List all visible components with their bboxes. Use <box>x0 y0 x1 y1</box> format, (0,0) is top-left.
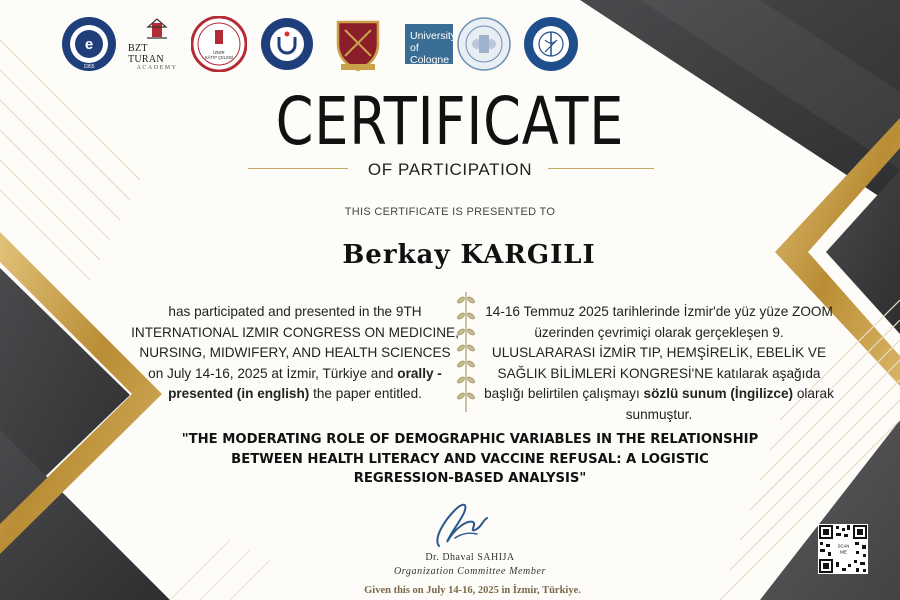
turkish-text: 14-16 Temmuz 2025 tarihlerinde İzmir'de yüz yüze ZOOM üzerinden çevrimiçi olarak gerçekleşen 9. ULUSLARARASI İZMİR TIP, HEMŞİRELİK, EBELİK VE SAĞLIK BİLİMLERİ KONGRESİ'NE katılarak aşağıda başlığı belirtilen çalışmayı <box>484 304 833 401</box>
presented-to-label: THIS CERTIFICATE IS PRESENTED TO <box>344 206 556 218</box>
svg-text:İZMİR: İZMİR <box>213 50 225 55</box>
english-text: has participated and presented in the 9TH INTERNATIONAL IZMIR CONGRESS ON MEDICINE, NURSING, MIDWIFERY, AND HEALTH SCIENCES on July 14-16, 2025 at İzmir, Türkiye and <box>131 304 459 381</box>
qr-scan-label: SCAN <box>837 543 850 549</box>
paper-title: "THE MODERATING ROLE OF DEMOGRAPHIC VARIABLES IN THE RELATIONSHIP BETWEEN HEALTH LITERACY AND VACCINE REFUSAL: A LOGISTIC REGRESSION-BASED ANALYSIS" <box>181 432 759 486</box>
seal-2-logo <box>522 16 580 72</box>
signer-role: Organization Committee Member <box>393 566 546 577</box>
university-of-cologne-logo: University of Cologne <box>402 16 456 72</box>
svg-text:1955: 1955 <box>83 64 95 70</box>
certificate-title: CERTIFICATE <box>275 83 625 160</box>
certificate-subtitle: OF PARTICIPATION <box>367 160 533 179</box>
signer-name: Dr. Dhaval SAHIJA <box>425 552 515 563</box>
qr-code[interactable] <box>818 524 868 574</box>
ege-universitesi-logo <box>60 16 118 72</box>
svg-text:ME: ME <box>840 549 847 555</box>
english-tail: the paper entitled. <box>309 386 422 401</box>
seal-1-logo <box>456 16 512 72</box>
aydin-adnan-menderes-logo <box>258 16 316 72</box>
svg-text:KÂTİP ÇELEBİ: KÂTİP ÇELEBİ <box>204 55 234 60</box>
signature-image <box>425 498 505 552</box>
turkish-tail: olarak sunmuştur. <box>625 386 834 422</box>
crest-logo <box>330 16 386 72</box>
izmir-katip-celebi-logo <box>190 16 248 72</box>
turkish-statement <box>484 302 834 425</box>
turkish-bold: sözlü sunum (İngilizce) <box>643 386 794 401</box>
bzt-turan-logo: BZT TURAN ACADEMY <box>128 16 186 72</box>
english-statement <box>130 302 460 405</box>
given-statement: Given this on July 14-16, 2025 in İzmir, Türkiye. <box>364 585 581 596</box>
svg-text:e: e <box>84 36 94 53</box>
recipient-name: Berkay KARGILI <box>342 240 596 270</box>
english-bold: orally - presented (in english) <box>168 365 442 401</box>
